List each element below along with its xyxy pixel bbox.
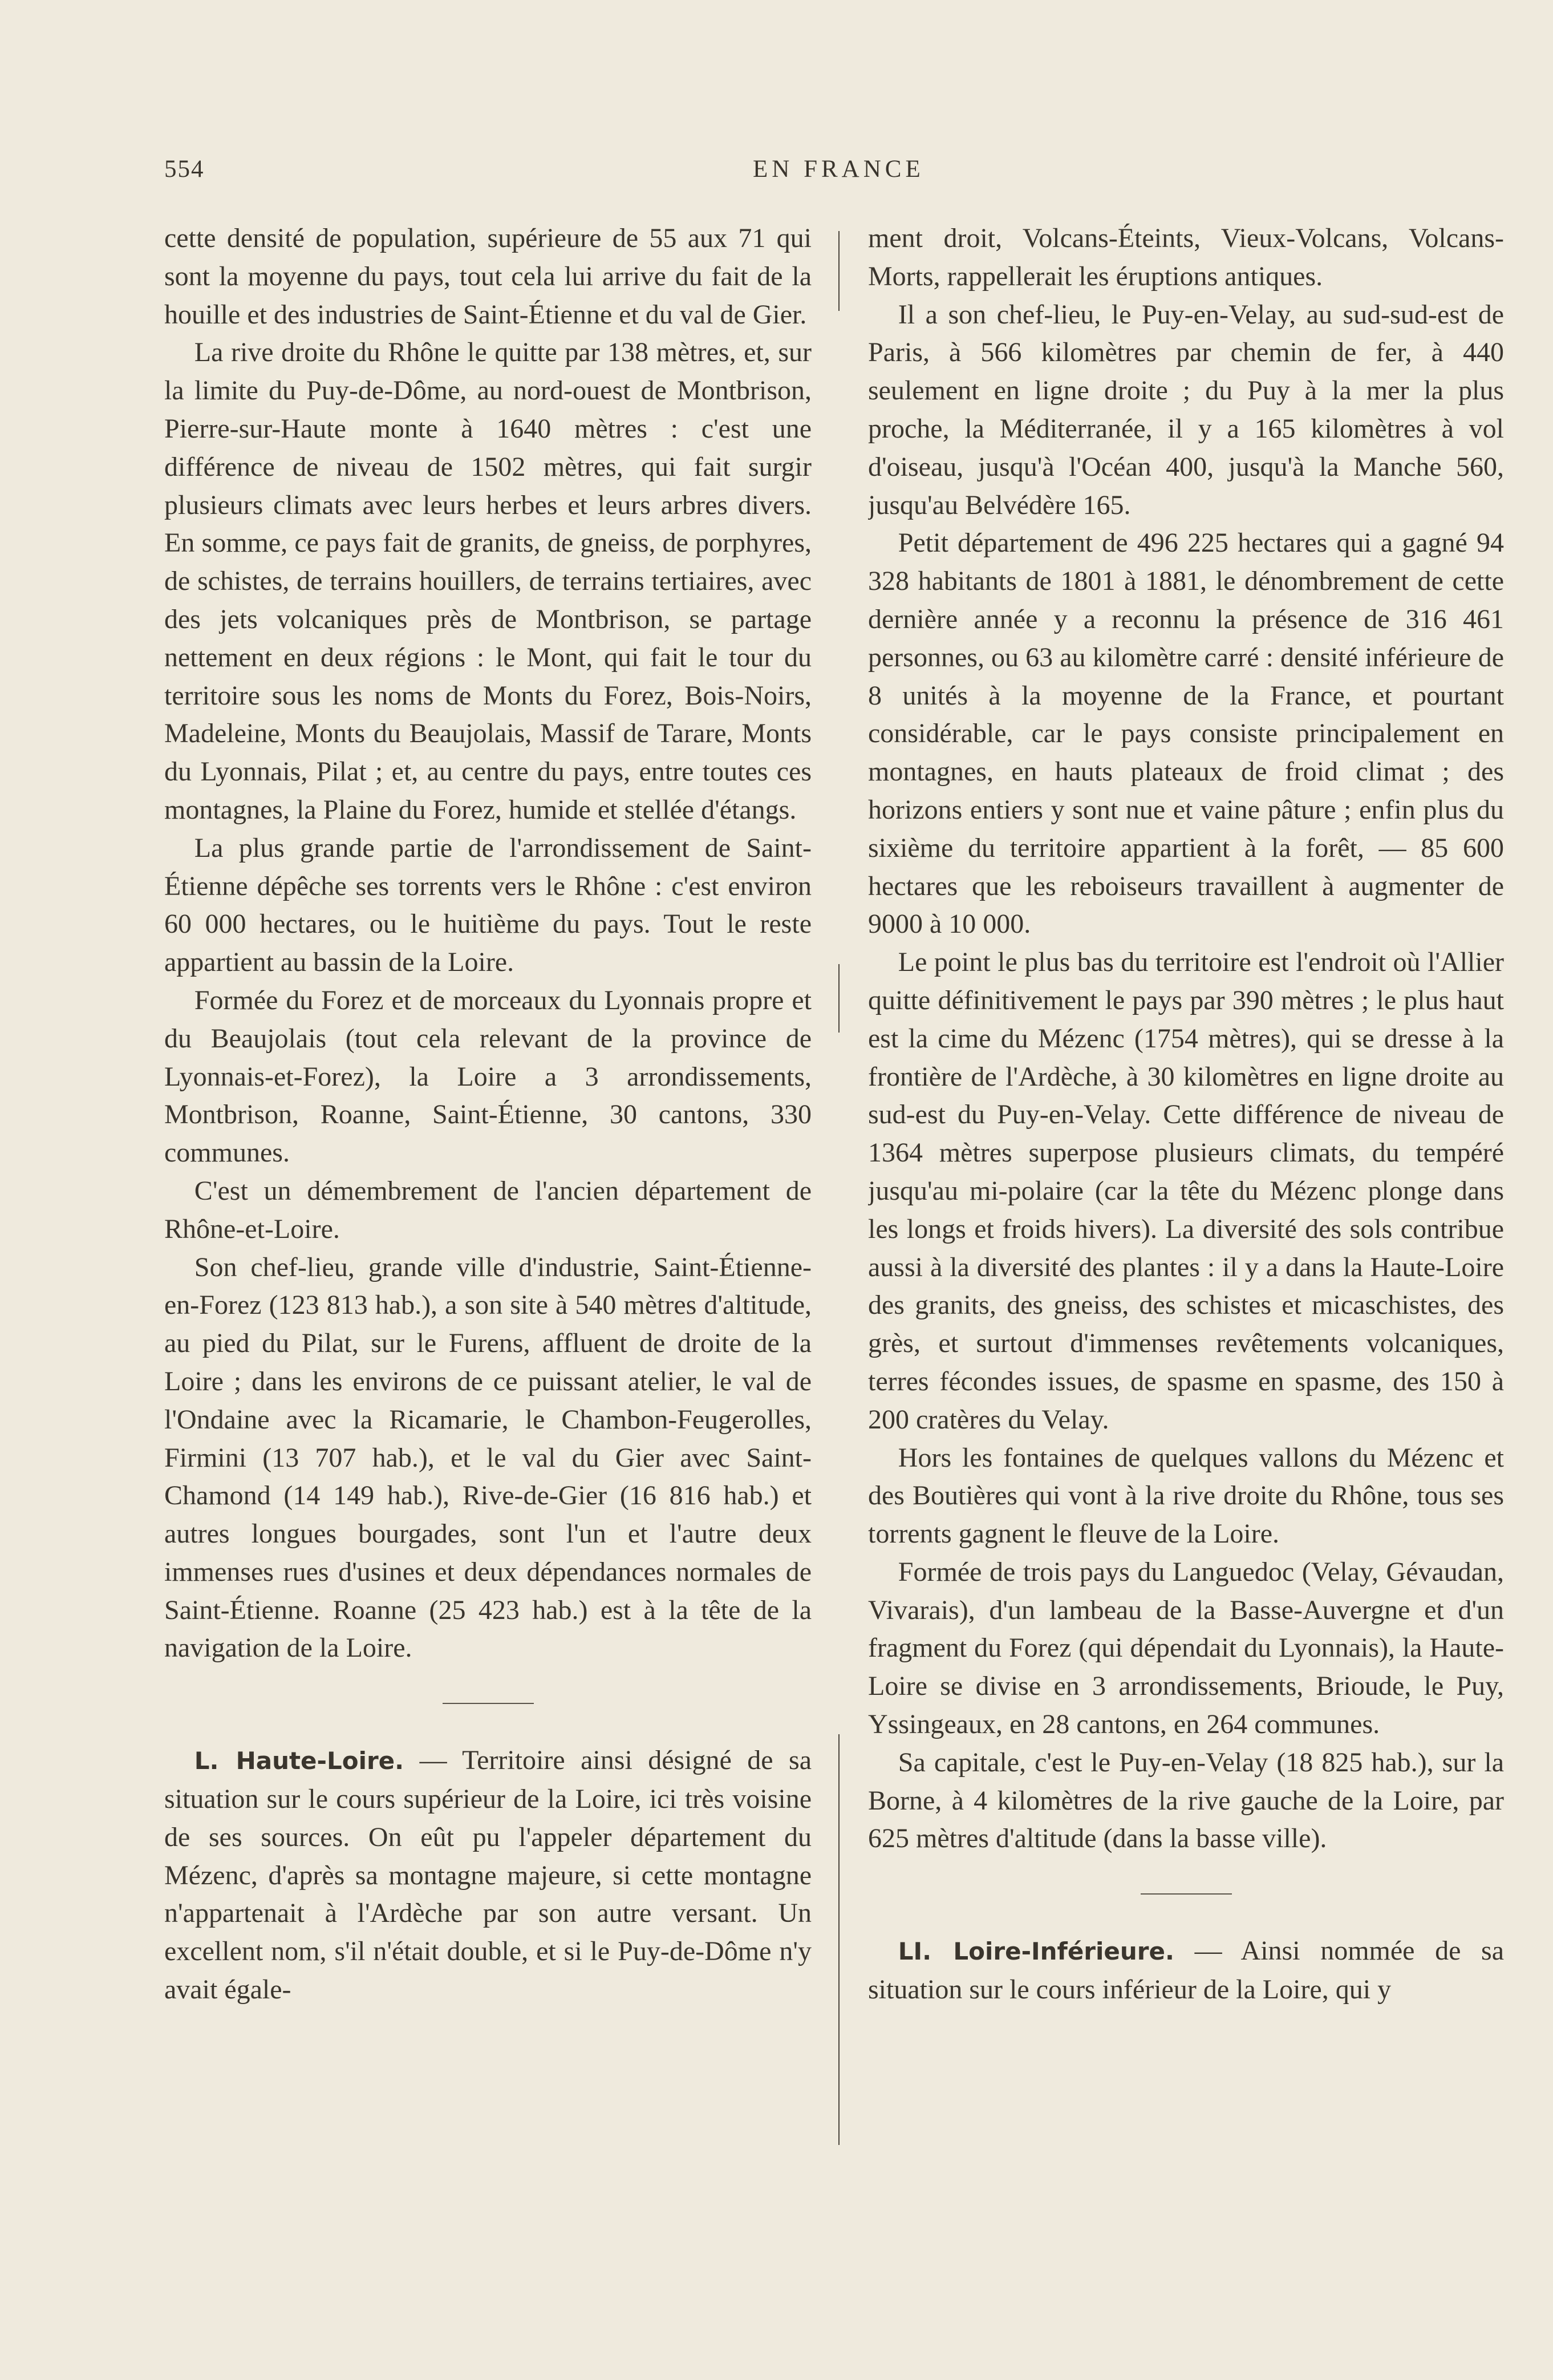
paragraph: cette densité de population, supérieure de 55 aux 71 qui sont la moyenne du pays, tout cela lui arrive du fait de la houille et des industries de Saint-Étienne et du val de Gier. <box>164 223 812 330</box>
paragraph: Petit département de 496 225 hectares qui a gagné 94 328 habitants de 1801 à 1881, le dénombrement de cette dernière année y a reconnu la présence de 316 461 personnes, ou 63 au kilomètre carré : densité inférieure de 8 unités à la moyenne de la France, et pourtant considérable, car le pays consiste principalement en montagnes, en hauts plateaux de froid climat ; des horizons entiers y sont nue et vaine pâture ; enfin plus du sixième du territoire appartient à la forêt, — 85 600 hectares que les reboiseurs travaillent à augmenter de 9000 à 10 000. <box>868 528 1504 940</box>
paragraph: Hors les fontaines de quelques vallons du Mézenc et des Boutières qui vont à la rive droite du Rhône, tous ses torrents gagnent le fleuve de la Loire. <box>868 1442 1504 1549</box>
paragraph: ment droit, Volcans-Éteints, Vieux-Volcans, Volcans-Morts, rappellerait les éruptions antiques. <box>868 223 1504 292</box>
section-paragraph <box>164 1742 812 2009</box>
paragraph: La rive droite du Rhône le quitte par 138 mètres, et, sur la limite du Puy-de-Dôme, au nord-ouest de Montbrison, Pierre-sur-Haute monte à 1640 mètres : c'est une différence de niveau de 1502 mètres, qui fait surgir plusieurs climats avec leurs herbes et leurs arbres divers. En somme, ce pays fait de granits, de gneiss, de porphyres, de schistes, de terrains houillers, de terrains tertiaires, avec des jets volcaniques près de Montbrison, se partage nettement en deux régions : le Mont, qui fait le tour du territoire sous les noms de Monts du Forez, Bois-Noirs, Madeleine, Monts du Beaujolais, Massif de Tarare, Monts du Lyonnais, Pilat ; et, au centre du pays, entre toutes ces montagnes, la Plaine du Forez, humide et stellée d'étangs. <box>164 337 812 825</box>
column-divider-upper <box>838 231 840 311</box>
section-heading: L. Haute-Loire. <box>194 1747 404 1775</box>
paragraph: Son chef-lieu, grande ville d'industrie, Saint-Étienne-en-Forez (123 813 hab.), a son site à 540 mètres d'altitude, au pied du Pilat, sur le Furens, affluent de droite de la Loire ; dans les environs de ce puissant atelier, le val de l'Ondaine avec la Ricamarie, le Chambon-Feugerolles, Firmini (13 707 hab.), et le val du Gier avec Saint-Chamond (14 149 hab.), Rive-de-Gier (16 816 hab.) et autres longues bourgades, sont l'un et l'autre deux immenses rues d'usines et deux dépendances normales de Saint-Étienne. Roanne (25 423 hab.) est à la tête de la navigation de la Loire. <box>164 1252 812 1663</box>
running-head: EN FRANCE <box>753 156 924 183</box>
section-text: — Ainsi nommée de sa situation sur le cours inférieur de la Loire, qui y <box>868 1936 1504 2005</box>
paragraph: Le point le plus bas du territoire est l'endroit où l'Allier quitte définitivement le pays par 390 mètres ; le plus haut est la cime du Mézenc (1754 mètres), qui se dresse à la frontière de l'Ardèche, à 30 kilomètres en ligne droite au sud-est du Puy-en-Velay. Cette différence de niveau de 1364 mètres superpose plusieurs climats, du tempéré jusqu'au mi-polaire (car la tête du Mézenc plonge dans les longs et froids hivers). La diversité des sols contribue aussi à la diversité des plantes : il y a dans la Haute-Loire des granits, des gneiss, des schistes et micaschistes, des grès, et surtout d'immenses revêtements volcaniques, terres fécondes issues, de spasme en spasme, des 150 à 200 cratères du Velay. <box>868 947 1504 1435</box>
left-column <box>164 220 812 2148</box>
paragraph: C'est un démembrement de l'ancien département de Rhône-et-Loire. <box>164 1175 812 1244</box>
page-number: 554 <box>164 156 205 183</box>
section-heading: LI. Loire-Inférieure. <box>898 1937 1174 1966</box>
page-header <box>0 155 1553 189</box>
column-divider-lower <box>838 1734 840 2145</box>
right-column <box>868 220 1504 2148</box>
section-paragraph <box>868 1932 1504 2009</box>
column-divider-middle <box>838 964 840 1033</box>
section-divider <box>1141 1893 1232 1895</box>
paragraph: La plus grande partie de l'arrondissement de Saint-Étienne dépêche ses torrents vers le Rhône : c'est environ 60 000 hectares, ou le huitième du pays. Tout le reste appartient au bassin de la Loire. <box>164 832 812 978</box>
paragraph: Sa capitale, c'est le Puy-en-Velay (18 825 hab.), sur la Borne, à 4 kilomètres de la rive gauche de la Loire, par 625 mètres d'altitude (dans la basse ville). <box>868 1747 1504 1854</box>
section-text: — Territoire ainsi désigné de sa situation sur le cours supérieur de la Loire, ici très voisine de ses sources. On eût pu l'appeler département du Mézenc, d'après sa montagne majeure, si cette montagne n'appartenait à l'Ardèche par son autre versant. Un excellent nom, s'il n'était double, et si le Puy-de-Dôme n'y avait égale- <box>164 1745 812 2005</box>
section-divider <box>443 1703 534 1704</box>
paragraph: Formée du Forez et de morceaux du Lyonnais propre et du Beaujolais (tout cela relevant de la province de Lyonnais-et-Forez), la Loire a 3 arrondissements, Montbrison, Roanne, Saint-Étienne, 30 cantons, 330 communes. <box>164 985 812 1168</box>
paragraph: Il a son chef-lieu, le Puy-en-Velay, au sud-sud-est de Paris, à 566 kilomètres par chemin de fer, à 440 seulement en ligne droite ; du Puy à la mer la plus proche, la Méditerranée, il y a 165 kilomètres à vol d'oiseau, jusqu'à l'Océan 400, jusqu'à la Manche 560, jusqu'au Belvédère 165. <box>868 299 1504 520</box>
paragraph: Formée de trois pays du Languedoc (Velay, Gévaudan, Vivarais), d'un lambeau de la Basse-Auvergne et d'un fragment du Forez (qui dépendait du Lyonnais), la Haute-Loire se divise en 3 arrondissements, Brioude, le Puy, Yssingeaux, en 28 cantons, en 264 communes. <box>868 1556 1504 1740</box>
